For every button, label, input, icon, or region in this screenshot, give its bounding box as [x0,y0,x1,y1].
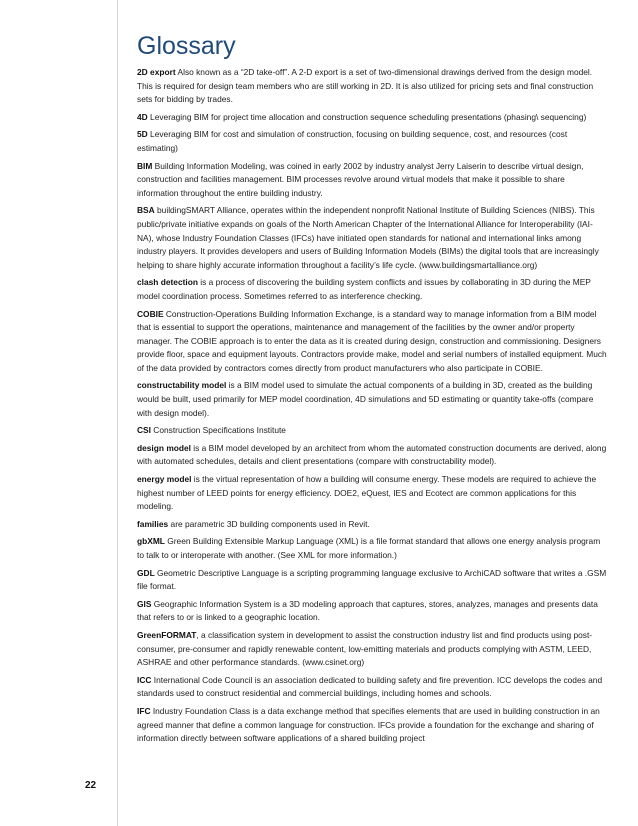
glossary-term: 2D export [137,67,176,77]
glossary-term: BSA [137,205,155,216]
glossary-content [137,32,607,750]
page-number: 22 [85,780,97,791]
glossary-term: 5D [137,129,148,140]
glossary-definition: Leveraging BIM for cost and simulation of construction, focusing on building sequence, cost, and resources (cost estimating) [137,129,568,153]
glossary-term: CSI [137,425,151,436]
glossary-term: IFC [137,705,151,716]
glossary-entry [137,629,607,670]
glossary-entry [137,276,607,303]
glossary-entry [137,66,607,107]
glossary-definition: Geographic Information System is a 3D modeling approach that captures, stores, analyzes, manages and presents data that refers to or is linked to a geographic location. [137,598,598,623]
glossary-definition: Also known as a “2D take-off”. A 2-D export is a set of two-dimensional drawings derived from the design model. This is required for design team members who are still working in 2D. It is also utilized for pricing sets and final construction sets for bidding by trades. [137,67,594,105]
glossary-term: energy model [137,474,192,485]
glossary-entry [137,518,607,532]
glossary-term: GDL [137,567,155,578]
glossary-term: GIS [137,598,152,609]
glossary-definition: Industry Foundation Class is a data exchange method that specifies elements that are used in building construction in an agreed manner that define a common language for construction. IFCs provide a foundation for the exchange and sharing of information directly between software applications of a shared building project [137,705,600,744]
glossary-term: ICC [137,674,152,685]
glossary-term: constructability model [137,380,227,391]
glossary-entry [137,128,607,155]
glossary-definition: is a process of discovering the building system conflicts and issues by collaborating in 3D during the MEP model coordination process. Sometimes referred to as interference checking. [137,277,591,301]
glossary-entry [137,424,607,438]
glossary-definition: is the virtual representation of how a building will consume energy. These models are required to achieve the highest number of LEED points for energy efficiency. DOE2, eQuest, IES and Ecotect are common applications for this modeling. [137,474,597,512]
glossary-entry [137,567,607,594]
glossary-entry [137,111,607,125]
page-title: Glossary [137,32,236,60]
glossary-definition: Green Building Extensible Markup Language (XML) is a file format standard that allows one energy analysis program to talk to or interoperate with another. (See XML for more information.) [137,536,601,560]
glossary-entry [137,308,607,376]
glossary-definition: is a BIM model developed by an architect from whom the automated construction documents are derived, along with automated schedules, details and client presentations (compare with constructability model). [137,442,607,467]
glossary-definition: Building Information Modeling, was coined in early 2002 by industry analyst Jerry Laiserin to describe virtual design, construction and facilities management. BIM processes revolve around virtual models that make it possible to share information throughout the entire building industry. [137,160,584,198]
glossary-term: families [137,518,169,529]
glossary-term: design model [137,442,191,453]
glossary-definition: is a BIM model used to simulate the actual components of a building in 3D, created as the building would be built, used primarily for MEP model coordination, 4D simulations and 5D estimating or quantity take-offs (compare with design model). [137,380,594,418]
glossary-definition: Geometric Descriptive Language is a scripting programming language exclusive to ArchiCAD software that writes a .GSM file format. [137,567,607,592]
sidebar-divider [117,0,118,826]
glossary-definition: , a classification system in development to assist the construction industry list and find products using post-consumer, pre-consumer and rapidly renewable content, low-emitting materials and products complying with ASTM, LEED, ASHRAE and other performance standards. (www.csinet.org) [137,629,593,668]
glossary-entry [137,674,607,701]
glossary-term: COBIE [137,308,164,319]
glossary-entry [137,473,607,514]
glossary-definition: Leveraging BIM for project time allocation and construction sequence scheduling presentations (phasing\ sequencing) [147,111,587,122]
glossary-entry [137,598,607,625]
glossary-definition: buildingSMART Alliance, operates within the independent nonprofit National Institute of Building Sciences (NIBS). This public/private initiative expands on goals of the North American Chapter of the International Alliance for Interoperability (IAI-NA), whose Industry Foundation Classes (IFCs) have initiated open standards for national and international links among industry players. It provides developers and users of Building Information Models (BIMs) the digital tools that are increasingly helping to share highly accurate information throughout a facility’s life cycle. (www.buildingsmartalliance.org) [137,205,599,270]
glossary-entry [137,705,607,746]
glossary-definition: International Code Council is an association dedicated to building safety and fire prevention. ICC develops the codes and standards used to construct residential and commercial buildings, including homes and schools. [137,674,603,699]
glossary-entry [137,442,607,469]
glossary-definition: Construction Specifications Institute [150,425,286,436]
glossary-term: gbXML [137,536,165,547]
glossary-term: 4D [137,111,148,122]
glossary-term: BIM [137,160,153,171]
glossary-term: clash detection [137,277,198,288]
glossary-entry [137,204,607,272]
glossary-term: GreenFORMAT [137,629,197,640]
glossary-definition: are parametric 3D building components used in Revit. [168,518,370,529]
glossary-entry [137,160,607,201]
glossary-entry [137,535,607,562]
glossary-entry [137,379,607,420]
glossary-definition: Construction-Operations Building Information Exchange, is a standard way to manage information from a BIM model that is essential to support the operations, maintenance and management of the facilities by the owner and/or property manager. The COBIE approach is to enter the data as it is created during design, construction and commissioning. Designers provide floor, space and equipment layouts. Contractors provide make, model and serial numbers of installed equipment. Much of the data provided by contractors comes directly from product manufacturers who also participate in COBIE. [137,308,607,373]
